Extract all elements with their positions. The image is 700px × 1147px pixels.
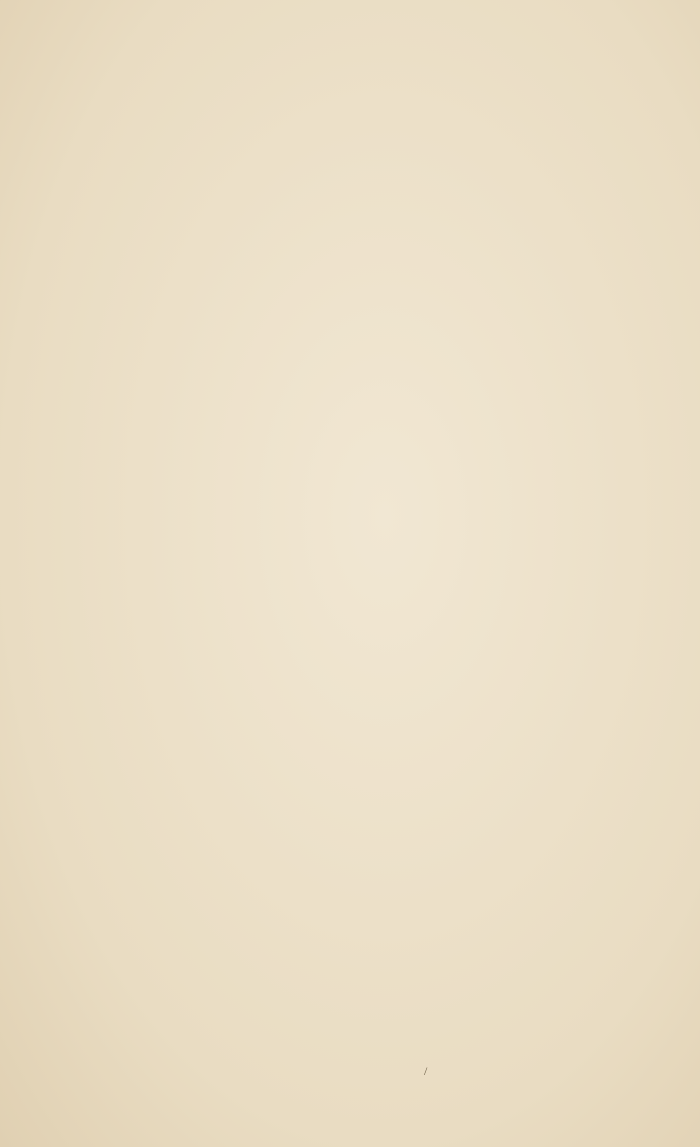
stray-ink-mark: / — [424, 1064, 428, 1078]
page-header — [100, 34, 660, 56]
drop-cap-initial — [106, 222, 140, 278]
